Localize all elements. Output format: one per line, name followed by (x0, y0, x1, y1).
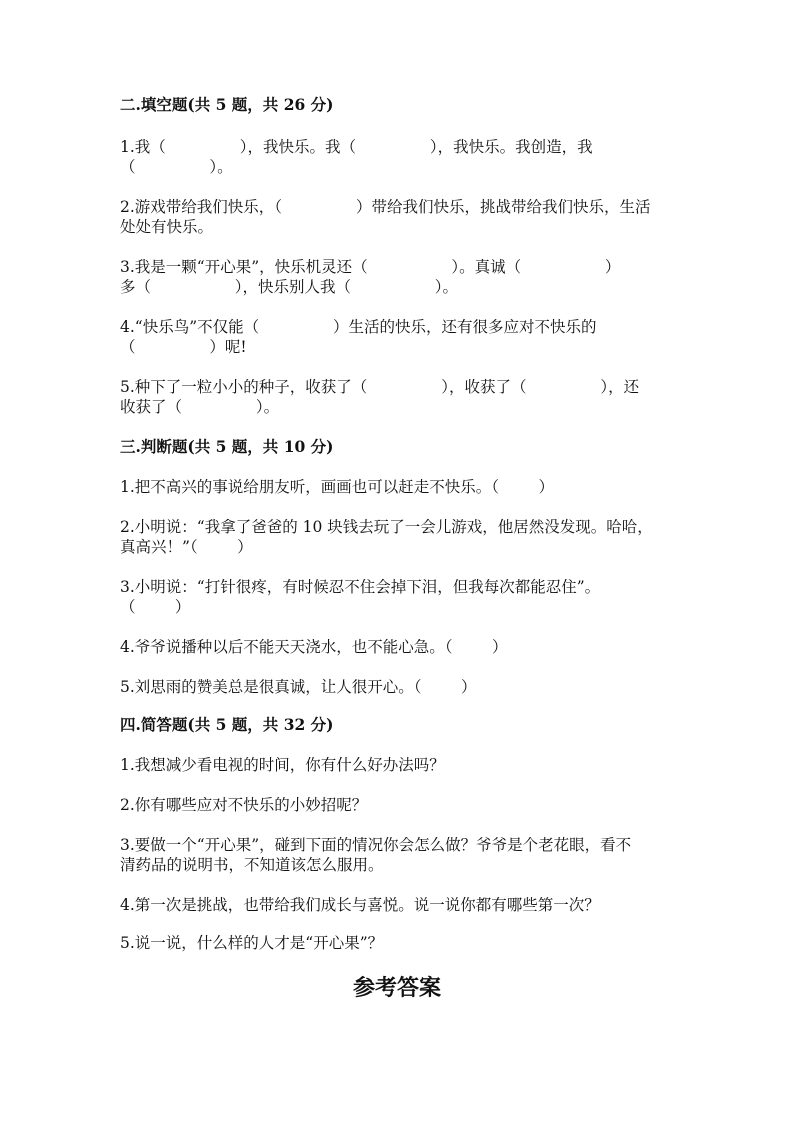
question-line: 处处有快乐。 (120, 218, 214, 236)
answer-key-title: 参考答案 (352, 975, 441, 1001)
section-heading-fill-blank: 二.填空题(共 5 题，共 26 分) (120, 95, 334, 114)
question-line: 5.刘思雨的赞美总是很真诚，让人很开心。（ ） (120, 678, 477, 696)
question-line: （ ） (120, 598, 191, 616)
question-line: 5.说一说，什么样的人才是“开心果”？ (120, 934, 384, 952)
question-line: 2.小明说：“我拿了爸爸的 10 块钱去玩了一会儿游戏，他居然没发现。哈哈， (120, 518, 653, 536)
question-line: 3.要做一个“开心果”，碰到下面的情况你会怎么做？爷爷是个老花眼，看不 (120, 836, 632, 854)
question-line: 清药品的说明书，不知道该怎么服用。 (120, 856, 384, 874)
section-heading-true-false: 三.判断题(共 5 题，共 10 分) (120, 437, 334, 456)
section-heading-short-answer: 四.简答题(共 5 题，共 32 分) (120, 715, 334, 734)
question-line: 4.“快乐鸟”不仅能（ ）生活的快乐，还有很多应对不快乐的 (120, 318, 597, 336)
question-line: 多（ ），快乐别人我（ ）。 (120, 278, 459, 296)
question-line: 2.你有哪些应对不快乐的小妙招呢？ (120, 796, 368, 814)
question-line: 1.把不高兴的事说给朋友听，画画也可以赶走不快乐。（ ） (120, 478, 554, 496)
question-line: 真高兴！”（ ） (120, 538, 253, 556)
question-line: 3.我是一颗“开心果”，快乐机灵还（ ）。真诚（ ） (120, 258, 621, 276)
question-line: （ ）。 (120, 158, 233, 176)
question-line: 收获了（ ）。 (120, 398, 280, 416)
question-line: 3.小明说：“打针很疼，有时候忍不住会掉下泪，但我每次都能忍住”。 (120, 578, 601, 596)
question-line: 1.我想减少看电视的时间，你有什么好办法吗？ (120, 756, 445, 774)
question-line: 4.第一次是挑战，也带给我们成长与喜悦。说一说你都有哪些第一次？ (120, 896, 600, 914)
question-line: 4.爷爷说播种以后不能天天浇水，也不能心急。（ ） (120, 638, 508, 656)
question-line: （ ）呢! (120, 338, 247, 356)
question-line: 1.我（ ），我快乐。我（ ），我快乐。我创造，我 (120, 138, 593, 156)
question-line: 2.游戏带给我们快乐，（ ）带给我们快乐，挑战带给我们快乐，生活 (120, 198, 651, 216)
question-line: 5.种下了一粒小小的种子，收获了（ ），收获了（ ），还 (120, 378, 640, 396)
